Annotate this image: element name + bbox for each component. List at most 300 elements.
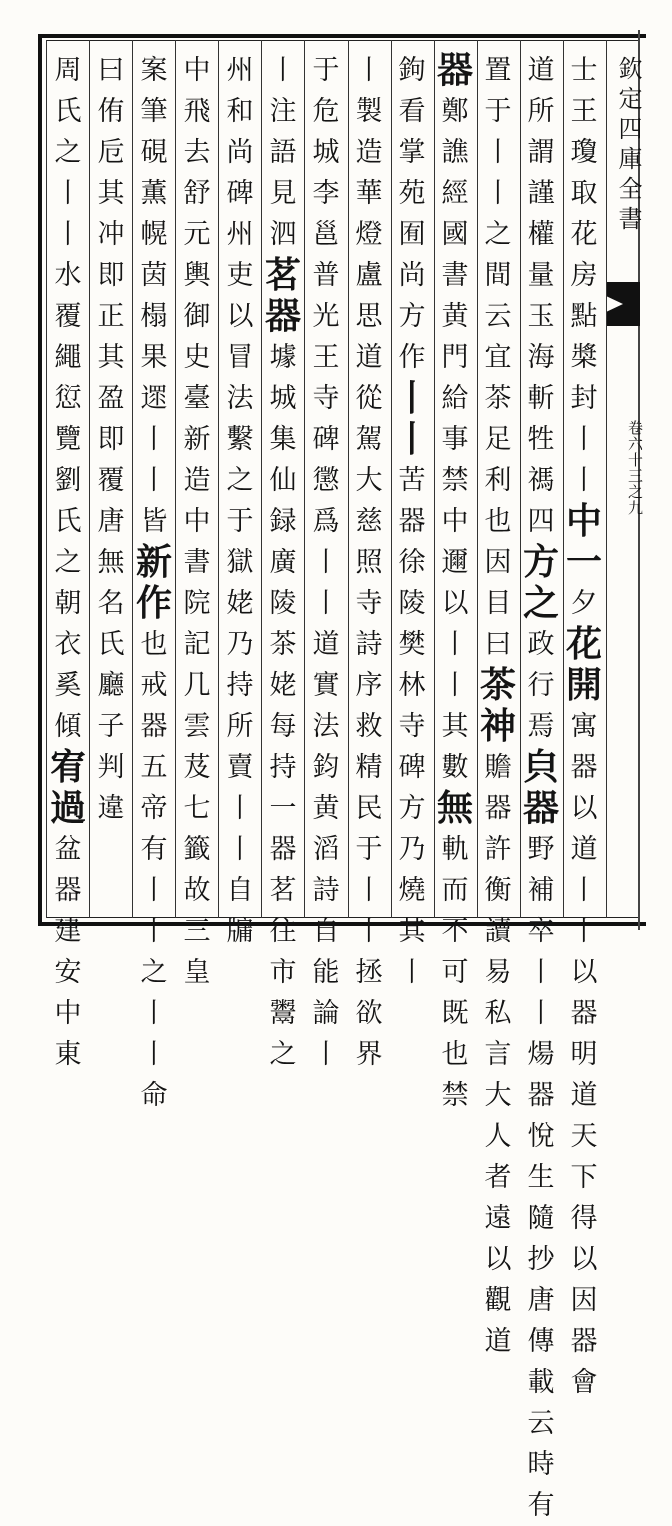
text-char: 判 xyxy=(97,752,125,783)
text-char: 器 xyxy=(570,752,598,783)
text-char: 大 xyxy=(355,465,383,496)
text-char: 城 xyxy=(312,137,340,168)
text-char: 姥 xyxy=(269,670,297,701)
text-char: 丨 xyxy=(140,424,168,455)
text-char: 即 xyxy=(97,260,125,291)
text-char: 器 xyxy=(140,711,168,742)
text-char: 贍 xyxy=(484,752,512,783)
text-char: 于 xyxy=(484,96,512,127)
text-char: 器 xyxy=(54,875,82,906)
text-char: 唐 xyxy=(527,1285,555,1316)
text-char: 中 xyxy=(183,55,211,86)
text-char: 和 xyxy=(226,96,254,127)
text-char: 尚 xyxy=(226,137,254,168)
text-char: 器 xyxy=(570,1326,598,1357)
text-char: 器 xyxy=(484,793,512,824)
text-char: 煬 xyxy=(527,1039,555,1070)
text-char: 奚 xyxy=(54,670,82,701)
text-char: 丨 xyxy=(527,957,555,988)
text-char: 曰 xyxy=(484,629,512,660)
text-char: 覆 xyxy=(54,301,82,332)
text-char: 國 xyxy=(441,219,469,250)
text-char: 鄭 xyxy=(441,96,469,127)
text-char: 目 xyxy=(484,588,512,619)
text-char: 野 xyxy=(527,834,555,865)
text-column xyxy=(562,50,606,1398)
text-char: 水 xyxy=(54,260,82,291)
text-char: 氏 xyxy=(54,96,82,127)
text-char: 鬻 xyxy=(269,998,297,1029)
entry-headword-char: 之 xyxy=(522,582,559,624)
text-char: 救 xyxy=(355,711,383,742)
text-char: 林 xyxy=(398,670,426,701)
text-char: 以 xyxy=(570,957,598,988)
text-column xyxy=(390,50,434,988)
text-char: 去 xyxy=(183,137,211,168)
text-char: 丨 xyxy=(226,793,254,824)
text-char: 茶 xyxy=(269,629,297,660)
text-char: 量 xyxy=(527,260,555,291)
text-char: 所 xyxy=(226,711,254,742)
text-char: 器 xyxy=(570,998,598,1029)
text-char: 因 xyxy=(570,1285,598,1316)
text-char: 置 xyxy=(484,55,512,86)
text-char: 薫 xyxy=(140,178,168,209)
text-char: 臺 xyxy=(183,383,211,414)
text-char: 民 xyxy=(355,793,383,824)
text-char: 權 xyxy=(527,219,555,250)
text-char: 悅 xyxy=(527,1121,555,1152)
text-char: 其 xyxy=(441,711,469,742)
text-char: 明 xyxy=(570,1039,598,1070)
text-char: 往 xyxy=(269,916,297,947)
text-char: 丨 xyxy=(312,1039,340,1070)
text-char: 子 xyxy=(97,711,125,742)
text-char: 吏 xyxy=(226,260,254,291)
text-char: 三 xyxy=(183,916,211,947)
text-char: 禁 xyxy=(441,1080,469,1111)
text-char: 書 xyxy=(441,260,469,291)
text-char: 廳 xyxy=(97,670,125,701)
text-char: 五 xyxy=(140,752,168,783)
text-char: 違 xyxy=(97,793,125,824)
text-char: 氏 xyxy=(54,506,82,537)
entry-headword-char: 丨 xyxy=(393,377,430,419)
text-char: 載 xyxy=(527,1367,555,1398)
text-char: 謹 xyxy=(527,178,555,209)
text-char: 丨 xyxy=(140,875,168,906)
fish-tail-mark xyxy=(606,282,640,326)
text-char: 繩 xyxy=(54,342,82,373)
text-char: 寓 xyxy=(570,711,598,742)
text-char: 拯 xyxy=(355,957,383,988)
text-char: 帝 xyxy=(140,793,168,824)
text-char: 中 xyxy=(183,506,211,537)
text-char: 而 xyxy=(441,875,469,906)
text-char: 廣 xyxy=(269,547,297,578)
text-char: 案 xyxy=(140,55,168,86)
text-char: 道 xyxy=(312,629,340,660)
text-char: 言 xyxy=(484,1039,512,1070)
text-char: 隨 xyxy=(527,1203,555,1234)
text-char: 焉 xyxy=(527,711,555,742)
text-column xyxy=(347,50,391,1070)
text-char: 録 xyxy=(269,506,297,537)
text-char: 所 xyxy=(527,96,555,127)
text-char: 愆 xyxy=(54,383,82,414)
text-char: 以 xyxy=(226,301,254,332)
text-char: 禡 xyxy=(527,465,555,496)
text-char: 欲 xyxy=(355,998,383,1029)
text-char: 曰 xyxy=(97,55,125,86)
text-column xyxy=(433,49,477,1111)
text-char: 論 xyxy=(312,998,340,1029)
text-char: 讀 xyxy=(484,916,512,947)
text-char: 之 xyxy=(484,219,512,250)
text-char: 榻 xyxy=(140,301,168,332)
text-char: 丨 xyxy=(54,178,82,209)
text-char: 朝 xyxy=(54,588,82,619)
entry-headword-char: 㒵 xyxy=(522,746,559,788)
text-char: 東 xyxy=(54,1039,82,1070)
entry-headword-char: 新 xyxy=(135,541,172,583)
text-char: 名 xyxy=(97,588,125,619)
text-char: 危 xyxy=(312,96,340,127)
text-char: 鈞 xyxy=(312,752,340,783)
text-char: 侑 xyxy=(97,96,125,127)
text-char: 寺 xyxy=(312,383,340,414)
text-char: 之 xyxy=(269,1039,297,1070)
text-char: 傳 xyxy=(527,1326,555,1357)
text-char: 仙 xyxy=(269,465,297,496)
text-char: 丨 xyxy=(570,424,598,455)
text-char: 果 xyxy=(140,342,168,373)
text-char: 取 xyxy=(570,178,598,209)
text-column xyxy=(261,50,305,1070)
text-char: 得 xyxy=(570,1203,598,1234)
text-char: 器 xyxy=(398,506,426,537)
text-char: 苑 xyxy=(398,178,426,209)
text-column xyxy=(218,50,262,947)
text-char: 舒 xyxy=(183,178,211,209)
text-char: 燈 xyxy=(355,219,383,250)
text-char: 思 xyxy=(355,301,383,332)
text-char: 雲 xyxy=(183,711,211,742)
text-char: 故 xyxy=(183,875,211,906)
text-char: 丨 xyxy=(527,998,555,1029)
text-char: 遝 xyxy=(140,383,168,414)
entry-headword-char: 中 xyxy=(565,500,602,542)
text-char: 幌 xyxy=(140,219,168,250)
text-char: 不 xyxy=(441,916,469,947)
text-char: 衣 xyxy=(54,629,82,660)
entry-headword-char: 茗 xyxy=(264,254,301,296)
text-char: 茵 xyxy=(140,260,168,291)
text-char: 房 xyxy=(570,260,598,291)
text-char: 因 xyxy=(484,547,512,578)
text-char: 姥 xyxy=(226,588,254,619)
text-char: 精 xyxy=(355,752,383,783)
text-char: 易 xyxy=(484,957,512,988)
text-char: 云 xyxy=(527,1408,555,1439)
text-char: 見 xyxy=(269,178,297,209)
text-char: 詩 xyxy=(312,875,340,906)
text-char: 能 xyxy=(312,957,340,988)
text-char: 芨 xyxy=(183,752,211,783)
text-char: 硯 xyxy=(140,137,168,168)
text-char: 界 xyxy=(355,1039,383,1070)
text-char: 碑 xyxy=(226,178,254,209)
text-char: 邕 xyxy=(312,219,340,250)
text-char: 造 xyxy=(183,465,211,496)
text-char: 皆 xyxy=(140,506,168,537)
text-char: 道 xyxy=(484,1326,512,1357)
text-char: 海 xyxy=(527,342,555,373)
text-char: 集 xyxy=(269,424,297,455)
text-char: 之 xyxy=(226,465,254,496)
text-char: 碑 xyxy=(398,752,426,783)
text-char: 李 xyxy=(312,178,340,209)
entry-headword-char: 方 xyxy=(522,541,559,583)
text-char: 人 xyxy=(484,1121,512,1152)
text-char: 丨 xyxy=(570,875,598,906)
text-char: 政 xyxy=(527,629,555,660)
text-char: 許 xyxy=(484,834,512,865)
text-char: 每 xyxy=(269,711,297,742)
text-char: 可 xyxy=(441,957,469,988)
text-column xyxy=(476,50,520,1357)
text-char: 丨 xyxy=(140,1039,168,1070)
text-char: 城 xyxy=(269,383,297,414)
text-char: 序 xyxy=(355,670,383,701)
text-char: 滔 xyxy=(312,834,340,865)
text-char: 花 xyxy=(570,219,598,250)
text-char: 丨 xyxy=(269,55,297,86)
text-char: 之 xyxy=(54,137,82,168)
text-char: 道 xyxy=(570,1080,598,1111)
text-char: 飛 xyxy=(183,96,211,127)
text-char: 一 xyxy=(269,793,297,824)
text-char: 之 xyxy=(54,547,82,578)
text-char: 天 xyxy=(570,1121,598,1152)
text-char: 製 xyxy=(355,96,383,127)
text-char: 實 xyxy=(312,670,340,701)
text-char: 自 xyxy=(226,875,254,906)
text-char: 陵 xyxy=(269,588,297,619)
text-char: 語 xyxy=(269,137,297,168)
text-char: 牲 xyxy=(527,424,555,455)
text-char: 云 xyxy=(484,301,512,332)
text-char: 賣 xyxy=(226,752,254,783)
text-char: 盧 xyxy=(355,260,383,291)
text-char: 壉 xyxy=(269,342,297,373)
text-char: 下 xyxy=(570,1162,598,1193)
entry-headword-char: 作 xyxy=(135,582,172,624)
text-char: 衡 xyxy=(484,875,512,906)
text-char: 輿 xyxy=(183,260,211,291)
text-char: 看 xyxy=(398,96,426,127)
text-column xyxy=(132,50,176,1111)
text-char: 利 xyxy=(484,465,512,496)
text-char: 泗 xyxy=(269,219,297,250)
text-char: 其 xyxy=(97,342,125,373)
text-char: 于 xyxy=(226,506,254,537)
text-char: 道 xyxy=(355,342,383,373)
text-char: 乃 xyxy=(398,834,426,865)
text-char: 卮 xyxy=(97,137,125,168)
text-char: 寺 xyxy=(398,711,426,742)
text-char: 氏 xyxy=(97,629,125,660)
text-char: 籤 xyxy=(183,834,211,865)
text-char: 懲 xyxy=(312,465,340,496)
text-char: 以 xyxy=(441,588,469,619)
text-char: 時 xyxy=(527,1449,555,1480)
text-char: 書 xyxy=(183,547,211,578)
text-char: 唐 xyxy=(97,506,125,537)
text-char: 照 xyxy=(355,547,383,578)
text-char: 之 xyxy=(140,957,168,988)
text-char: 建 xyxy=(54,916,82,947)
entry-headword-char: 器 xyxy=(436,49,473,91)
entry-headword-char: 器 xyxy=(522,787,559,829)
text-char: 丨 xyxy=(398,957,426,988)
text-char: 禁 xyxy=(441,465,469,496)
text-column xyxy=(304,50,348,1070)
text-char: 道 xyxy=(527,55,555,86)
text-char: 中 xyxy=(54,998,82,1029)
text-char: 私 xyxy=(484,998,512,1029)
text-char: 華 xyxy=(355,178,383,209)
text-char: 方 xyxy=(398,301,426,332)
text-char: 掌 xyxy=(398,137,426,168)
text-char: 獄 xyxy=(226,547,254,578)
text-char: 茗 xyxy=(269,875,297,906)
column-rule xyxy=(606,40,607,918)
text-char: 抄 xyxy=(527,1244,555,1275)
text-char: 也 xyxy=(484,506,512,537)
text-char: 冒 xyxy=(226,342,254,373)
entry-headword-char: 器 xyxy=(264,295,301,337)
text-char: 譙 xyxy=(441,137,469,168)
text-char: 也 xyxy=(441,1039,469,1070)
text-char: 法 xyxy=(312,711,340,742)
text-char: 軌 xyxy=(441,834,469,865)
entry-headword-char: 開 xyxy=(565,664,602,706)
text-char: 丨 xyxy=(54,219,82,250)
text-char: 其 xyxy=(398,916,426,947)
text-char: 士 xyxy=(570,55,598,86)
text-char: 于 xyxy=(312,55,340,86)
text-char: 以 xyxy=(570,793,598,824)
text-char: 造 xyxy=(355,137,383,168)
text-char: 史 xyxy=(183,342,211,373)
text-char: 丨 xyxy=(355,875,383,906)
text-char: 丨 xyxy=(140,916,168,947)
text-char: 者 xyxy=(484,1162,512,1193)
text-char: 戒 xyxy=(140,670,168,701)
text-column xyxy=(519,50,563,1521)
text-char: 丨 xyxy=(570,465,598,496)
text-char: 觀 xyxy=(484,1285,512,1316)
text-char: 槳 xyxy=(570,342,598,373)
text-char: 其 xyxy=(97,178,125,209)
text-char: 普 xyxy=(312,260,340,291)
text-char: 有 xyxy=(140,834,168,865)
text-char: 給 xyxy=(441,383,469,414)
text-char: 四 xyxy=(527,506,555,537)
text-char: 器 xyxy=(269,834,297,865)
entry-headword-char: 茶 xyxy=(479,664,516,706)
text-char: 點 xyxy=(570,301,598,332)
text-char: 牖 xyxy=(226,916,254,947)
text-char: 丨 xyxy=(312,547,340,578)
text-char: 生 xyxy=(527,1162,555,1193)
text-char: 道 xyxy=(570,834,598,865)
text-char: 碑 xyxy=(312,424,340,455)
text-char: 院 xyxy=(183,588,211,619)
text-char: 作 xyxy=(398,342,426,373)
text-char: 丨 xyxy=(312,588,340,619)
text-char: 丨 xyxy=(570,916,598,947)
text-char: 囿 xyxy=(398,219,426,250)
entry-headword-char: 無 xyxy=(436,787,473,829)
text-char: 丨 xyxy=(355,55,383,86)
entry-headword-char: 丨 xyxy=(393,418,430,460)
text-char: 燒 xyxy=(398,875,426,906)
text-char: 皇 xyxy=(183,957,211,988)
text-char: 有 xyxy=(527,1490,555,1521)
text-char: 間 xyxy=(484,260,512,291)
text-char: 苦 xyxy=(398,465,426,496)
text-char: 丨 xyxy=(441,629,469,660)
text-char: 丨 xyxy=(140,465,168,496)
text-char: 周 xyxy=(54,55,82,86)
text-column xyxy=(175,50,219,988)
text-char: 丨 xyxy=(484,178,512,209)
text-char: 丨 xyxy=(441,670,469,701)
text-char: 茶 xyxy=(484,383,512,414)
text-char: 封 xyxy=(570,383,598,414)
text-char: 詩 xyxy=(355,629,383,660)
entry-headword-char: 花 xyxy=(565,623,602,665)
entry-headword-char: 過 xyxy=(49,787,86,829)
text-char: 陵 xyxy=(398,588,426,619)
text-char: 遠 xyxy=(484,1203,512,1234)
text-char: 州 xyxy=(226,219,254,250)
text-char: 盈 xyxy=(97,383,125,414)
header-juan-label: 卷六十三之九 xyxy=(626,420,644,516)
text-char: 州 xyxy=(226,55,254,86)
text-char: 傾 xyxy=(54,711,82,742)
text-char: 繫 xyxy=(226,424,254,455)
text-char: 駕 xyxy=(355,424,383,455)
text-char: 御 xyxy=(183,301,211,332)
text-char: 也 xyxy=(140,629,168,660)
text-char: 元 xyxy=(183,219,211,250)
text-char: 門 xyxy=(441,342,469,373)
header-title: 欽定四庫全書 xyxy=(614,56,642,236)
text-char: 市 xyxy=(269,957,297,988)
text-char: 寺 xyxy=(355,588,383,619)
text-char: 命 xyxy=(140,1080,168,1111)
text-char: 以 xyxy=(484,1244,512,1275)
text-char: 冲 xyxy=(97,219,125,250)
text-char: 王 xyxy=(570,96,598,127)
text-char: 會 xyxy=(570,1367,598,1398)
text-char: 持 xyxy=(226,670,254,701)
text-char: 即 xyxy=(97,424,125,455)
entry-headword-char: 宥 xyxy=(49,746,86,788)
